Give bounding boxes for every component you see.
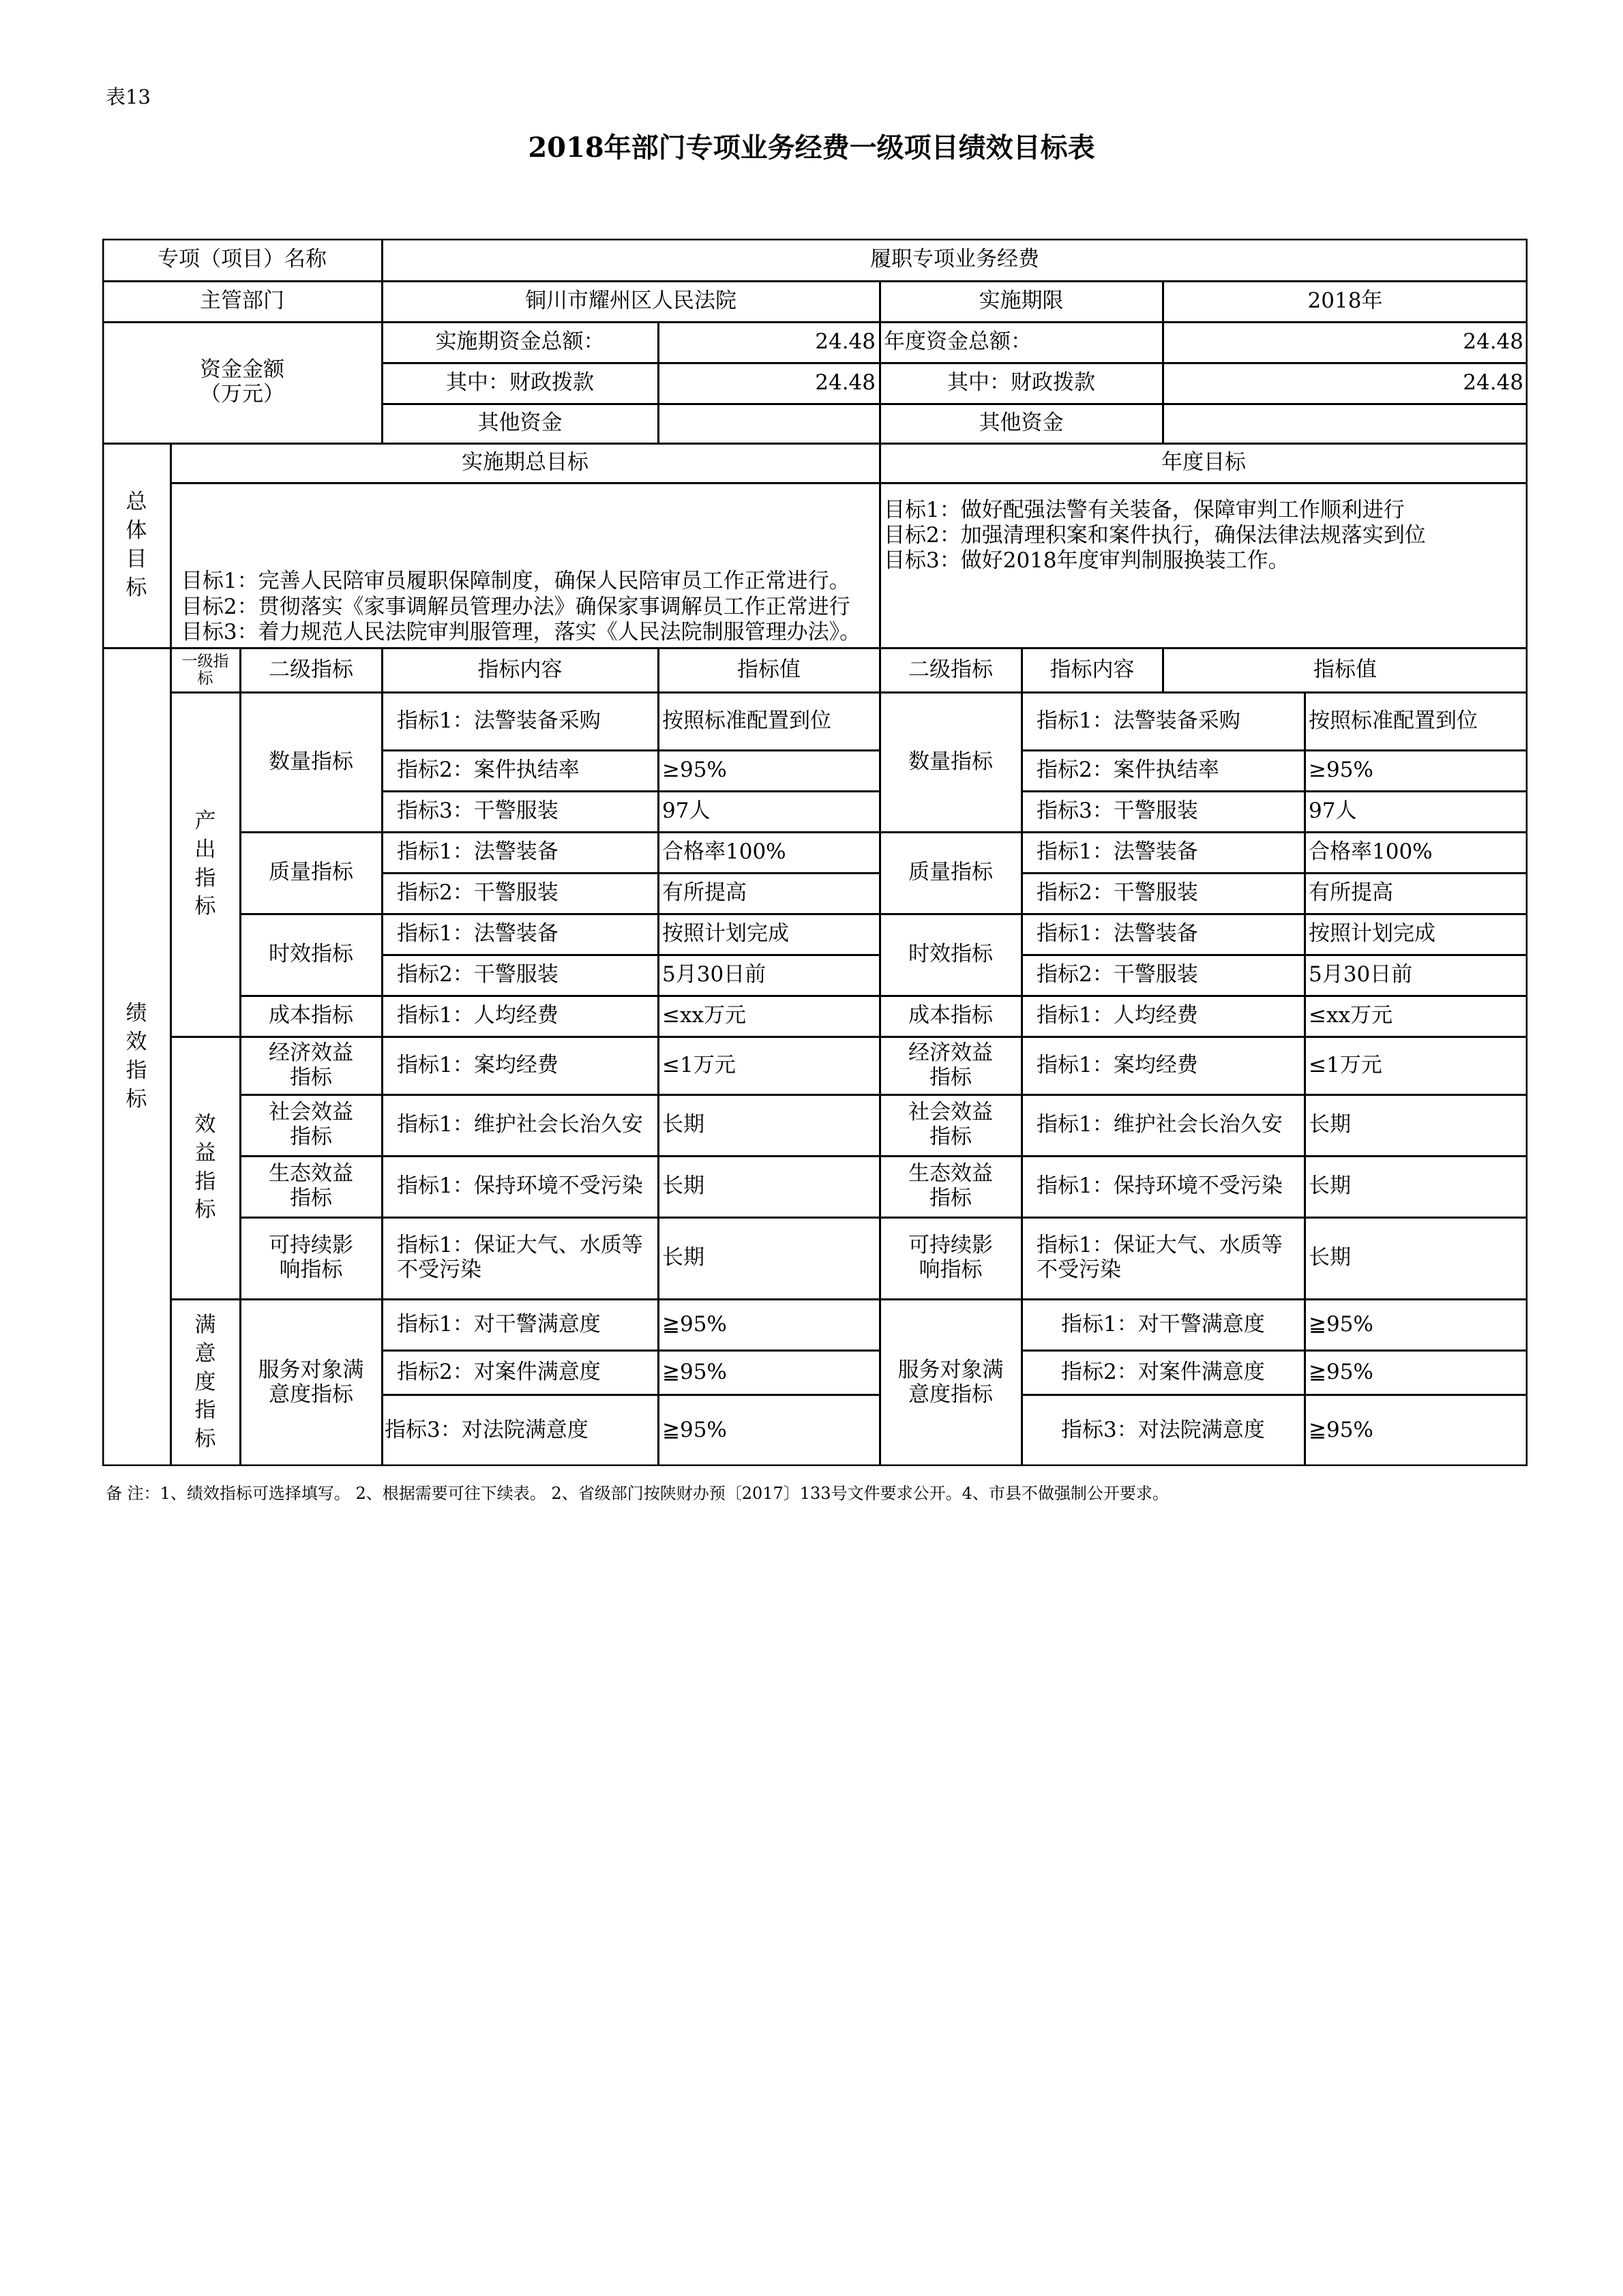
indicator-content-right [1022, 1217, 1305, 1299]
indicator-value-right-text: ≥95% [1309, 758, 1373, 783]
indicator-value-right [1305, 791, 1528, 832]
indicator-value-right-text: 按照计划完成 [1309, 921, 1435, 946]
subgroup-cost-right [880, 996, 1022, 1037]
annual-goal-text [880, 483, 1528, 648]
subgroup-timeliness-right-text: 时效指标 [908, 942, 993, 967]
goals-section-label-text: 总体目标 [125, 490, 147, 600]
period-value [1163, 281, 1528, 322]
indicator-value-left [658, 955, 880, 996]
impl-total-value [658, 322, 880, 363]
annual-fiscal-label-text: 其中：财政拨款 [947, 370, 1095, 396]
indicator-content-left [382, 1299, 658, 1350]
indicator-value-left [658, 1299, 880, 1350]
group-benefit-text: 效益指标 [194, 1112, 216, 1223]
annual-fiscal-label [880, 363, 1163, 404]
subgroup-economic-left [240, 1037, 382, 1094]
period-value-text: 2018年 [1307, 288, 1383, 314]
indicator-content-right-text: 指标2：案件执结率 [1037, 758, 1219, 783]
subgroup-ecological-left-text: 生态效益指标 [269, 1161, 353, 1210]
annual-other-label-text: 其他资金 [979, 411, 1064, 436]
indicator-value-right-text: ≧95% [1309, 1359, 1373, 1384]
impl-total-label [382, 322, 658, 363]
impl-fiscal-value-text: 24.48 [815, 370, 876, 396]
subgroup-sustainable-right [880, 1217, 1022, 1299]
indicator-value-left-text: 长期 [662, 1245, 704, 1270]
funds-label-line-2: （万元） [200, 382, 284, 406]
performance-target-table [102, 239, 1528, 1466]
annual-goal-text-line: 目标3：做好2018年度审判制服换装工作。 [884, 548, 1290, 573]
subgroup-service-left-text: 服务对象满意度指标 [258, 1357, 364, 1407]
dept-value-text: 铜川市耀州区人民法院 [525, 288, 736, 314]
subgroup-timeliness-left-text: 时效指标 [269, 942, 353, 967]
impl-goal-text-line: 目标1：完善人民陪审员履职保障制度，确保人民陪审员工作正常进行。 [175, 569, 850, 594]
subgroup-social-right-text: 社会效益指标 [908, 1100, 993, 1149]
indicator-content-right-text: 指标1：维护社会长治久安 [1037, 1112, 1283, 1137]
header-value-right [1163, 648, 1528, 692]
indicator-value-left [658, 1094, 880, 1156]
subgroup-economic-right [880, 1037, 1022, 1094]
annual-goal-header [880, 443, 1528, 483]
funds-label-line-1: 资金金额 [200, 357, 284, 383]
indicator-value-right-text: 97人 [1309, 799, 1357, 824]
indicator-content-left [382, 1037, 658, 1094]
indicator-value-right [1305, 1299, 1528, 1350]
indicator-value-left-text: 按照标准配置到位 [662, 708, 831, 733]
indicator-content-right [1022, 996, 1305, 1037]
impl-total-value-text: 24.48 [815, 329, 876, 355]
header-content-right-text: 指标内容 [1049, 657, 1135, 682]
indicator-value-left-text: 合格率100% [662, 839, 786, 865]
indicator-content-left [382, 1395, 658, 1466]
indicator-value-right-text: 按照标准配置到位 [1309, 708, 1478, 733]
subgroup-quality-left [240, 832, 382, 914]
indicator-content-right [1022, 1037, 1305, 1094]
table-number: 表13 [106, 85, 151, 108]
indicator-value-left-text: 5月30日前 [662, 962, 766, 987]
indicator-value-right-text: 长期 [1309, 1112, 1351, 1137]
subgroup-ecological-right-text: 生态效益指标 [908, 1161, 993, 1210]
indicator-content-left-text: 指标1：法警装备采购 [397, 708, 601, 733]
subgroup-ecological-right [880, 1156, 1022, 1217]
indicator-content-right-text: 指标1：法警装备采购 [1037, 708, 1240, 733]
subgroup-sustainable-left [240, 1217, 382, 1299]
subgroup-quality-right-text: 质量指标 [908, 860, 993, 885]
indicator-value-left-text: 有所提高 [662, 880, 747, 906]
dept-label-text: 主管部门 [200, 288, 284, 314]
header-level2-right [880, 648, 1022, 692]
indicator-value-right-text: 5月30日前 [1309, 962, 1413, 987]
period-label-text: 实施期限 [979, 288, 1064, 314]
header-value-left [658, 648, 880, 692]
impl-fiscal-label-text: 其中：财政拨款 [446, 370, 594, 396]
indicator-value-right [1305, 832, 1528, 873]
indicator-value-right [1305, 1156, 1528, 1217]
indicator-value-right-text: ≤xx万元 [1309, 1003, 1393, 1028]
indicator-value-right [1305, 1094, 1528, 1156]
indicator-content-right-text: 指标2：对案件满意度 [1061, 1359, 1265, 1384]
project-name-label-text: 专项（项目）名称 [158, 247, 327, 272]
header-content-left [382, 648, 658, 692]
indicator-value-left-text: 97人 [662, 799, 711, 824]
header-level1 [170, 648, 240, 692]
project-name-value [382, 239, 1528, 281]
indicator-content-left-text: 指标1：案均经费 [397, 1052, 559, 1077]
indicator-value-right [1305, 996, 1528, 1037]
indicator-content-right-text: 指标1：法警装备 [1037, 839, 1198, 865]
indicator-value-left-text: ≥95% [662, 758, 727, 783]
impl-other-label-text: 其他资金 [477, 411, 563, 436]
subgroup-sustainable-right-text: 可持续影响指标 [908, 1233, 993, 1282]
page-title: 2018年部门专项业务经费一级项目绩效目标表 [528, 132, 1095, 164]
indicator-content-right-text: 指标2：干警服装 [1037, 880, 1198, 906]
indicator-content-right-text: 指标3：干警服装 [1037, 799, 1198, 824]
indicator-content-right-text: 指标3：对法院满意度 [1061, 1417, 1265, 1442]
header-level1-text: 一级指标 [181, 653, 229, 687]
indicator-value-right-text: ≤1万元 [1309, 1052, 1382, 1077]
annual-total-label-text: 年度资金总额： [884, 329, 1032, 355]
annual-total-label [880, 322, 1163, 363]
annual-goal-header-text: 年度目标 [1161, 450, 1246, 475]
indicator-content-right [1022, 1156, 1305, 1217]
header-content-left-text: 指标内容 [477, 657, 563, 682]
indicator-value-right [1305, 873, 1528, 914]
indicator-content-right [1022, 873, 1305, 914]
impl-total-label-text: 实施期资金总额： [435, 329, 605, 355]
indicator-value-right [1305, 1350, 1528, 1395]
indicator-value-left [658, 996, 880, 1037]
subgroup-timeliness-left [240, 914, 382, 996]
indicator-value-left [658, 873, 880, 914]
indicator-value-right-text: 长期 [1309, 1245, 1351, 1270]
indicator-content-left-text: 指标1：对干警满意度 [397, 1311, 601, 1337]
indicator-value-right-text: 合格率100% [1309, 839, 1433, 865]
indicator-content-left-text: 指标1：保证大气、水质等不受污染 [397, 1233, 643, 1282]
subgroup-timeliness-right [880, 914, 1022, 996]
subgroup-quantity-left [240, 692, 382, 832]
group-satisfaction-text: 满意度指标 [194, 1312, 216, 1452]
indicator-content-left [382, 692, 658, 750]
impl-goal-text-line: 目标3：着力规范人民法院审判服管理，落实《人民法院制服管理办法》。 [175, 619, 861, 644]
header-level2-left-text: 二级指标 [269, 657, 353, 682]
indicator-content-left-text: 指标2：干警服装 [397, 962, 559, 987]
subgroup-quantity-left-text: 数量指标 [269, 749, 353, 774]
indicator-value-right-text: ≧95% [1309, 1311, 1373, 1337]
subgroup-quantity-right [880, 692, 1022, 832]
indicator-value-left-text: 长期 [662, 1112, 704, 1137]
indicator-content-right [1022, 1094, 1305, 1156]
header-level2-right-text: 二级指标 [908, 657, 993, 682]
indicator-content-left-text: 指标1：维护社会长治久安 [397, 1112, 643, 1137]
indicator-value-left-text: ≧95% [662, 1417, 727, 1442]
indicator-content-right-text: 指标1：案均经费 [1037, 1052, 1198, 1077]
impl-fiscal-value [658, 363, 880, 404]
indicator-value-left [658, 1350, 880, 1395]
indicator-value-left [658, 1395, 880, 1466]
subgroup-cost-left [240, 996, 382, 1037]
indicators-section-label-text: 绩效指标 [125, 1001, 147, 1112]
header-level2-left [240, 648, 382, 692]
dept-value [382, 281, 880, 322]
indicator-value-right [1305, 692, 1528, 750]
indicator-value-right [1305, 914, 1528, 955]
indicator-value-right [1305, 955, 1528, 996]
indicators-section-label [102, 648, 170, 1466]
group-satisfaction [170, 1299, 240, 1466]
indicator-content-left-text: 指标2：干警服装 [397, 880, 559, 906]
annual-fiscal-value-text: 24.48 [1463, 370, 1523, 396]
subgroup-economic-left-text: 经济效益指标 [269, 1040, 353, 1090]
indicator-value-right [1305, 1217, 1528, 1299]
impl-goal-header-text: 实施期总目标 [462, 450, 589, 475]
indicator-value-right [1305, 750, 1528, 791]
group-output [170, 692, 240, 1037]
indicator-content-right-text: 指标1：对干警满意度 [1061, 1311, 1265, 1337]
subgroup-quantity-right-text: 数量指标 [908, 749, 993, 774]
subgroup-economic-right-text: 经济效益指标 [908, 1040, 993, 1090]
indicator-value-left-text: ≧95% [662, 1359, 727, 1384]
indicator-value-left [658, 1037, 880, 1094]
indicator-content-left [382, 791, 658, 832]
indicator-value-left-text: ≤xx万元 [662, 1003, 746, 1028]
indicator-value-left-text: ≧95% [662, 1311, 727, 1337]
annual-goal-text-line: 目标2：加强清理积案和案件执行，确保法律法规落实到位 [884, 523, 1426, 548]
impl-goal-text [170, 483, 880, 648]
indicator-content-right-text: 指标1：法警装备 [1037, 921, 1198, 946]
annual-total-value-text: 24.48 [1463, 329, 1523, 355]
indicator-content-left [382, 955, 658, 996]
indicator-value-right-text: 长期 [1309, 1174, 1351, 1199]
footer-note: 备 注：1、绩效指标可选择填写。 2、根据需要可往下续表。 2、省级部门按陕财办预〔2017〕133号文件要求公开。4、市县不做强制公开要求。 [106, 1484, 1169, 1503]
indicator-content-left [382, 1094, 658, 1156]
indicator-value-left-text: 按照计划完成 [662, 921, 789, 946]
indicator-content-right [1022, 955, 1305, 996]
subgroup-service-left [240, 1299, 382, 1466]
indicator-value-left [658, 791, 880, 832]
indicator-value-left-text: ≤1万元 [662, 1052, 736, 1077]
indicator-value-left [658, 832, 880, 873]
indicator-value-left [658, 1156, 880, 1217]
subgroup-ecological-left [240, 1156, 382, 1217]
header-content-right [1022, 648, 1163, 692]
header-value-right-text: 指标值 [1313, 657, 1377, 682]
impl-fiscal-label [382, 363, 658, 404]
indicator-value-left-text: 长期 [662, 1174, 704, 1199]
indicator-value-right [1305, 1395, 1528, 1466]
indicator-value-left [658, 750, 880, 791]
indicator-content-left [382, 832, 658, 873]
group-output-text: 产出指标 [194, 808, 216, 919]
annual-goal-text-line: 目标1：做好配强法警有关装备，保障审判工作顺利进行 [884, 498, 1405, 522]
indicator-value-right-text: 有所提高 [1309, 880, 1393, 906]
indicator-content-left-text: 指标2：案件执结率 [397, 758, 580, 783]
indicator-content-left-text: 指标1：人均经费 [397, 1003, 559, 1028]
impl-other-value [658, 404, 880, 443]
indicator-content-right-text: 指标1：保证大气、水质等不受污染 [1037, 1233, 1283, 1282]
indicator-content-right [1022, 914, 1305, 955]
subgroup-service-right-text: 服务对象满意度指标 [897, 1357, 1004, 1407]
impl-goal-header [170, 443, 880, 483]
period-label [880, 281, 1163, 322]
annual-other-value [1163, 404, 1528, 443]
indicator-content-left [382, 914, 658, 955]
subgroup-service-right [880, 1299, 1022, 1466]
annual-other-label [880, 404, 1163, 443]
group-benefit [170, 1037, 240, 1299]
subgroup-sustainable-left-text: 可持续影响指标 [269, 1233, 353, 1282]
indicator-content-left [382, 996, 658, 1037]
indicator-content-left-text: 指标2：对案件满意度 [397, 1359, 601, 1384]
indicator-content-left [382, 1156, 658, 1217]
indicator-value-left [658, 1217, 880, 1299]
funds-label [102, 322, 382, 443]
impl-goal-text-line: 目标2：贯彻落实《家事调解员管理办法》确保家事调解员工作正常进行 [175, 594, 850, 619]
indicator-content-left-text: 指标1：保持环境不受污染 [397, 1174, 643, 1199]
dept-label [102, 281, 382, 322]
indicator-content-right [1022, 1350, 1305, 1395]
indicator-content-right-text: 指标2：干警服装 [1037, 962, 1198, 987]
subgroup-cost-left-text: 成本指标 [269, 1003, 353, 1028]
indicator-content-left-text: 指标3：对法院满意度 [385, 1417, 589, 1442]
indicator-content-left-text: 指标1：法警装备 [397, 921, 559, 946]
indicator-content-right [1022, 791, 1305, 832]
indicator-content-right [1022, 1395, 1305, 1466]
project-name-value-text: 履职专项业务经费 [870, 247, 1039, 272]
indicator-content-left [382, 750, 658, 791]
annual-fiscal-value [1163, 363, 1528, 404]
header-value-left-text: 指标值 [737, 657, 801, 682]
indicator-value-right [1305, 1037, 1528, 1094]
indicator-content-right [1022, 692, 1305, 750]
subgroup-social-left [240, 1094, 382, 1156]
subgroup-quality-right [880, 832, 1022, 914]
goals-section-label [102, 443, 170, 648]
indicator-content-left [382, 873, 658, 914]
indicator-content-left-text: 指标1：法警装备 [397, 839, 559, 865]
indicator-content-right-text: 指标1：人均经费 [1037, 1003, 1198, 1028]
indicator-content-right [1022, 750, 1305, 791]
indicator-content-right [1022, 832, 1305, 873]
annual-total-value [1163, 322, 1528, 363]
subgroup-quality-left-text: 质量指标 [269, 860, 353, 885]
project-name-label [102, 239, 382, 281]
indicator-content-left [382, 1217, 658, 1299]
impl-other-label [382, 404, 658, 443]
subgroup-cost-right-text: 成本指标 [908, 1003, 993, 1028]
indicator-value-right-text: ≧95% [1309, 1417, 1373, 1442]
subgroup-social-left-text: 社会效益指标 [269, 1100, 353, 1149]
indicator-value-left [658, 914, 880, 955]
subgroup-social-right [880, 1094, 1022, 1156]
indicator-content-left [382, 1350, 658, 1395]
indicator-value-left [658, 692, 880, 750]
indicator-content-right [1022, 1299, 1305, 1350]
indicator-content-right-text: 指标1：保持环境不受污染 [1037, 1174, 1283, 1199]
indicator-content-left-text: 指标3：干警服装 [397, 799, 559, 824]
